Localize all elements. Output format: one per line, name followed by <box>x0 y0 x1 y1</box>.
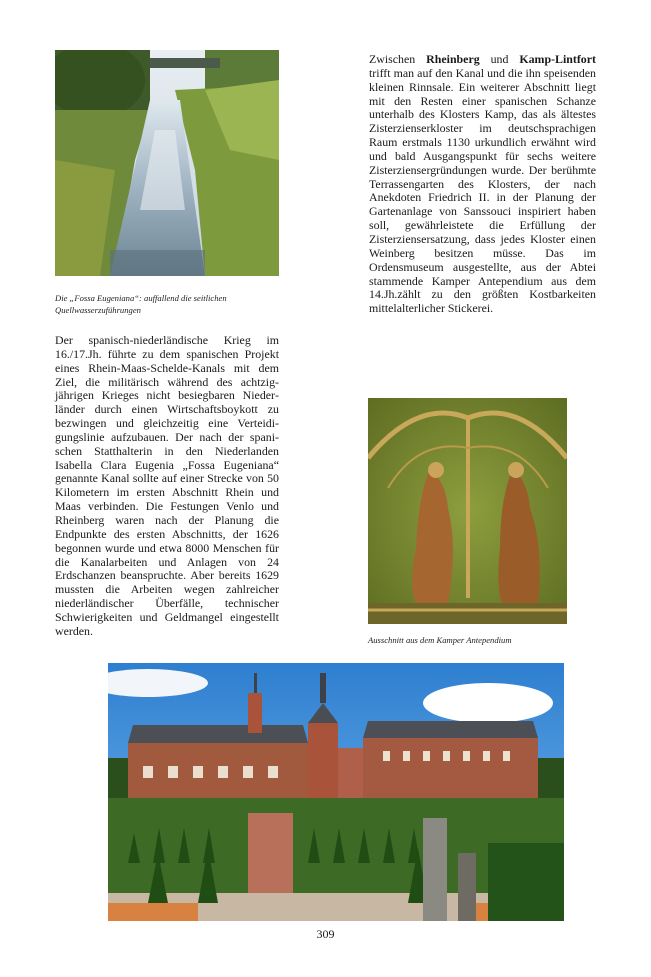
page-number: 309 <box>316 927 335 941</box>
left-paragraph: Der spanisch-niederländische Krieg im 16./17.Jh. führte zu dem spanischen Projekt eines Rhein-Maas-Schelde-Kanals mit dem Ziel, die militärisch während des achtzigjährigen Krieges nicht besiegbaren Niederländer durch einen Wirtschaftsboykott zu bezwingen und gleichzeitig eine Verteidigungslinie aufzubauen. Der nach der spanischen Statthalterin in den Niederlanden Isabella Clara Eugenia „Fossa Eugeniana“ genannte Kanal sollte auf einer Strecke von 50 Kilometern im ersten Abschnitt Rhein und Maas verbinden. Die Festungen Venlo und Rheinberg waren nach der Planung die Endpunkte des ersten Abschnitts, der 1626 begonnen wurde und etwa 8000 Menschen für die Kanalarbeiten und Anlagen von 24 Erdschanzen beanspruchte. Aber bereits 1629 mussten die Arbeiten wegen zahlreicher niederländischer Überfälle, technischer Schwierigkeiten und Geldmangel eingestellt werden. <box>55 333 279 638</box>
monastery-photo <box>108 663 564 921</box>
canal-photo <box>55 50 279 276</box>
place-rheinberg: Rheinberg <box>426 52 480 66</box>
right-paragraph <box>369 53 596 316</box>
conjunction-word: und <box>490 52 509 66</box>
antependium-caption: Ausschnitt aus dem Kamper Antependium <box>368 635 512 645</box>
left-column-text <box>55 334 279 639</box>
antependium-photo <box>368 398 567 624</box>
place-kamp-lintfort: Kamp-Lintfort <box>519 52 596 66</box>
canal-caption: Die „Fossa Eugeniana“: auffallend die seitlichen Quellwasserzuführungen <box>55 293 227 315</box>
right-column-text <box>369 53 596 316</box>
intro-word: Zwischen <box>369 52 416 66</box>
right-body-text: trifft man auf den Kanal und die ihn speisenden kleinen Rinnsale. Ein weiterer Abschnitt liegt mit den Resten einer spanischen Schanze unterhalb des Klosters Kamp, das als ältestes Zisterzienserkloster im deutschsprachigen Raum erstmals 1130 urkundlich erwähnt wird und bald Ausgangspunkt für sechs weitere Zisterziensergründungen wurde. Der berühmte Terrassengarten des Klosters, der nach Anekdoten Friedrich II. in der Planung der Gartenanlage von Sanssouci inspiriert haben soll, gewährleistete die Erfüllung der Zisterziensersatzung, dass jedes Kloster einen Weinberg besitzen müsse. Das im Ordensmuseum ausgestellte, aus der Abtei stammende Kamper Antependium aus dem 14.Jh.zählt zu den größten Kostbarkeiten mittelalterlicher Stickerei. <box>369 65 596 316</box>
